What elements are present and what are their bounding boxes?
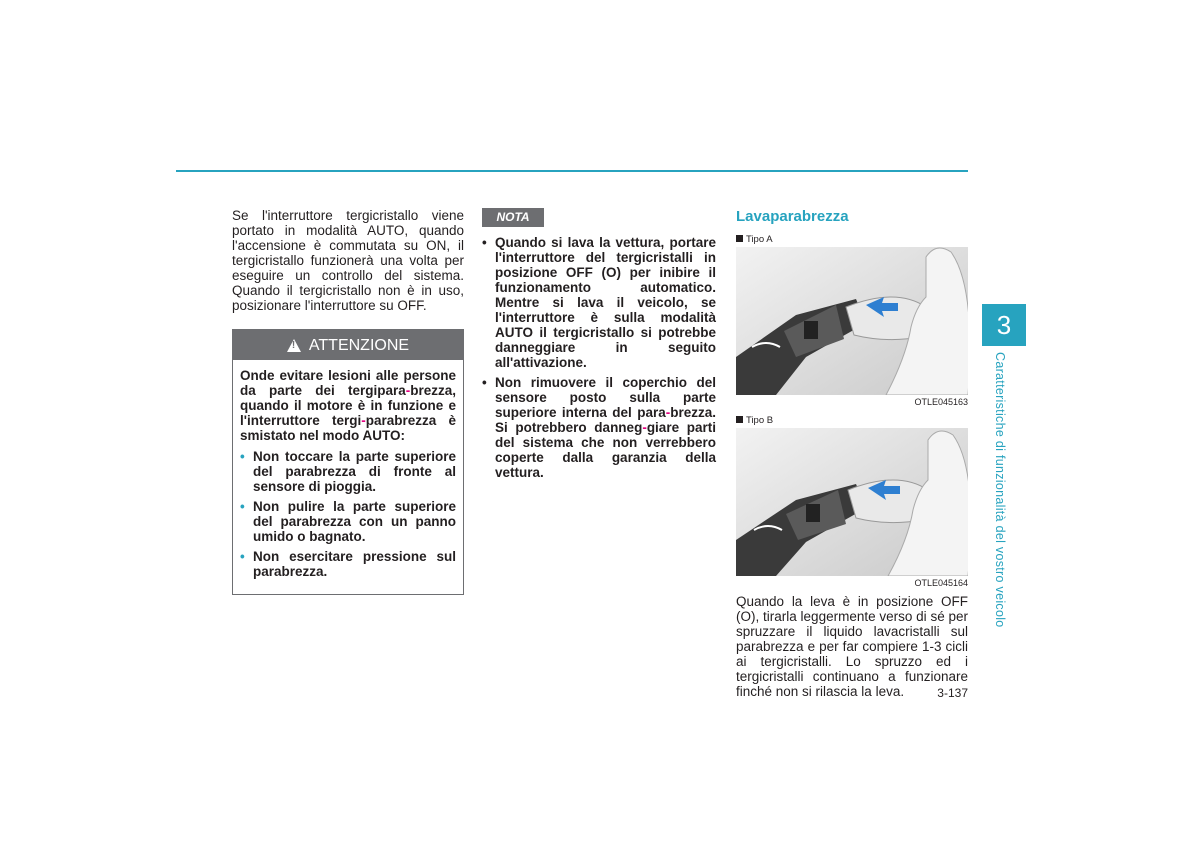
figure-b-code: OTLE045164 (914, 578, 968, 588)
list-item: • Non pulire la parte superiore del parabrezza con un panno umido o bagnato. (240, 499, 456, 544)
list-item: • Non rimuovere il coperchio del sensore posto sulla parte superiore interna del para-brezza. Si potrebbero danneg-giare parti del sistema che non verrebbero coperte dalla garanzia della vettura. (482, 375, 716, 480)
warning-list (240, 449, 456, 579)
warning-box (232, 329, 464, 595)
warning-header (233, 330, 463, 360)
column-middle (482, 208, 716, 485)
column-left (232, 208, 464, 595)
list-item: • Quando si lava la vettura, portare l'interruttore del tergicristalli in posizione OFF (O) per inibire il funzionamento automatico. Mentre si lava il veicolo, se l'interruttore è sulla modalità AUTO il tergicristallo si potrebbe danneggiare in seguito all'attivazione. (482, 235, 716, 370)
warning-lead: Onde evitare lesioni alle persone da parte dei tergipara-brezza, quando il motore è in funzione e l'interruttore tergi-parabrezza è smistato nel modo AUTO: (240, 368, 456, 443)
figure-a-code: OTLE045163 (914, 397, 968, 407)
intro-paragraph: Se l'interruttore tergicristallo viene portato in modalità AUTO, quando l'accensione è commutata su ON, il tergicristallo funzionerà una volta per eseguire un controllo del sistema. Quando il tergicristallo non è in uso, posizionare l'interruttore su OFF. (232, 208, 464, 313)
chapter-title: Caratteristiche di funzionalità del vostro veicolo (993, 352, 1007, 628)
warning-icon (287, 339, 301, 352)
column-right (736, 208, 968, 699)
page-number: 3-137 (937, 686, 968, 700)
note-label: NOTA (482, 208, 544, 227)
chapter-number-tab: 3 (982, 304, 1026, 346)
note-list (482, 235, 716, 480)
figure-a-label: Tipo A (736, 234, 968, 245)
header-rule (176, 170, 968, 172)
section-heading: Lavaparabrezza (736, 208, 849, 225)
warning-body (233, 360, 463, 594)
figure-b-illustration (736, 428, 968, 576)
warning-title: ATTENZIONE (308, 336, 410, 354)
list-item: • Non esercitare pressione sul parabrezza. (240, 549, 456, 579)
list-item: • Non toccare la parte superiore del parabrezza di fronte al sensore di pioggia. (240, 449, 456, 494)
figure-a-illustration (736, 247, 968, 395)
figure-b-label: Tipo B (736, 415, 968, 426)
washer-paragraph: Quando la leva è in posizione OFF (O), tirarla leggermente verso di sé per spruzzare il liquido lavacristalli sul parabrezza e per far compiere 1-3 cicli ai tergicristalli. Lo spruzzo ed i tergicristalli continuano a funzionare finché non si rilascia la leva. (736, 594, 968, 699)
